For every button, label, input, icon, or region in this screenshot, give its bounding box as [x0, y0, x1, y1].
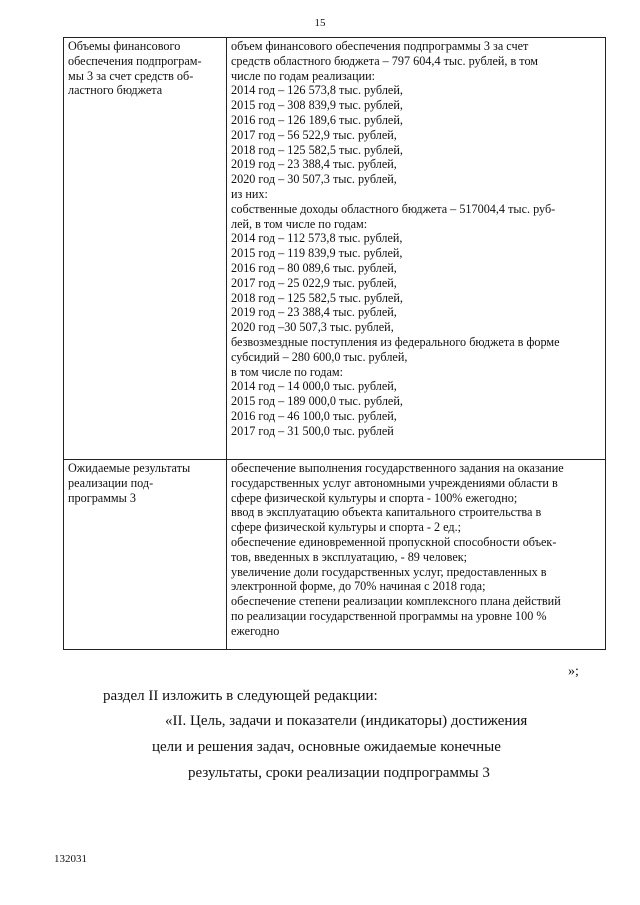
section-intro: раздел II изложить в следующей редакции: [103, 688, 378, 704]
results-content-cell [227, 460, 606, 650]
results-label: Ожидаемые результаты реализации под- программы 3 [68, 461, 191, 505]
results-label-cell [64, 460, 227, 650]
section-heading-line-2: цели и решения задач, основные ожидаемые конечные [152, 739, 501, 755]
funding-content: объем финансового обеспечения подпрограммы 3 за счет средств областного бюджета – 797 604,4 тыс. рублей, в том числе по годам реализации: 2014 год – 126 573,8 тыс. рублей, 2015 год – 308 839,9 тыс. рублей, 2016 год – 126 189,6 тыс. рублей, 2017 год – 56 522,9 тыс. рублей, 2018 год – 125 582,5 тыс. рублей, 2019 год – 23 388,4 тыс. рублей, 2020 год – 30 507,3 тыс. рублей, из них: собственные доходы областного бюджета – 517004,4 тыс. руб- лей, в том числе по годам: 2014 год – 112 573,8 тыс. рублей, 2015 год – 119 839,9 тыс. рублей, 2016 год – 80 089,6 тыс. рублей, 2017 год – 25 022,9 тыс. рублей, 2018 год – 125 582,5 тыс. рублей, 2019 год – 23 388,4 тыс. рублей, 2020 год –30 507,3 тыс. рублей, безвозмездные поступления из федерального бюджета в форме субсидий – 280 600,0 тыс. рублей, в том числе по годам: 2014 год – 14 000,0 тыс. рублей, 2015 год – 189 000,0 тыс. рублей, 2016 год – 46 100,0 тыс. рублей, 2017 год – 31 500,0 тыс. рублей [231, 39, 560, 438]
document-code: 132031 [54, 853, 87, 865]
section-heading-line-3: результаты, сроки реализации подпрограммы 3 [188, 765, 490, 781]
section-heading-line-1: «II. Цель, задачи и показатели (индикаторы) достижения [165, 713, 528, 729]
results-content: обеспечение выполнения государственного задания на оказание государственных услуг автономными учреждениями области в сфере физической культуры и спорта - 100% ежегодно; ввод в эксплуатацию объекта капитального строительства в сфере физической культуры и спорта - 2 ед.; обеспечение единовременной пропускной способности объек- тов, введенных в эксплуатацию, - 89 человек; увеличение доли государственных услуг, предоставленных в электронной форме, до 70% начиная с 2018 года; обеспечение степени реализации комплексного плана действий по реализации государственной программы на уровне 100 % ежегодно [231, 461, 564, 638]
funding-label: Объемы финансового обеспечения подпрограм- мы 3 за счет средств об- ластного бюджета [68, 39, 202, 98]
funding-label-cell [64, 38, 227, 460]
closing-quote: »; [568, 664, 579, 679]
funding-content-cell [227, 38, 606, 460]
table-row-expected-results [64, 460, 606, 650]
table-row-funding [64, 38, 606, 460]
subprogram-passport-table [63, 37, 606, 650]
page-number: 15 [314, 17, 326, 29]
